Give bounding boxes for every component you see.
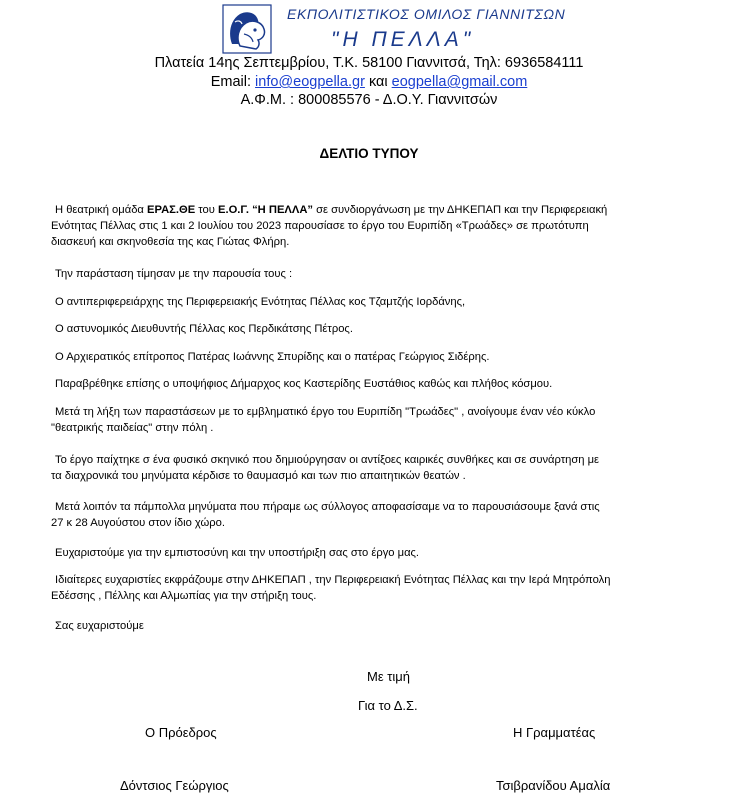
header-address: Πλατεία 14ης Σεπτεμβρίου, Τ.Κ. 58100 Γιαννιτσά, Τηλ: 6936584111	[154, 55, 584, 71]
president-name: Δόντσιος Γεώργιος	[120, 778, 229, 793]
text: σε συνδιοργάνωση με την ΔΗΚΕΠΑΠ και την Περιφερειακή	[313, 204, 608, 216]
paragraph-line: Μετά λοιπόν τα πάμπολλα μηνύματα που πήραμε ως σύλλογος αποφασίσαμε να το παρουσιάσουμε ξανά στις	[55, 501, 600, 513]
paragraph-line: Το έργο παίχτηκε σ ένα φυσικό σκηνικό που δημιούργησαν οι αντίξοες καιρικές συνθήκες και σε συνάρτηση με	[55, 454, 600, 466]
paragraph-attendee-2: Ο αστυνομικός Διευθυντής Πέλλας κος Περδικάτσης Πέτρος.	[55, 323, 353, 335]
signature-on-behalf: Για το Δ.Σ.	[358, 698, 418, 713]
header-tax-info: Α.Φ.Μ. : 800085576 - Δ.Ο.Υ. Γιαννιτσών	[240, 92, 498, 108]
paragraph-attendee-1: Ο αντιπεριφερειάρχης της Περιφερειακής Ενότητας Πέλλας κος Τζαμτζής Ιορδάνης,	[55, 296, 466, 308]
paragraph-line: Εδέσσης , Πέλλης και Αλμωπίας για την στήριξη τους.	[51, 590, 317, 602]
paragraph-thanks: Ευχαριστούμε για την εμπιστοσύνη και την υποστήριξη σας στο έργο μας.	[55, 547, 420, 559]
organization-logo-icon	[222, 4, 272, 54]
paragraph-attendee-4: Παραβρέθηκε επίσης ο υποψήφιος Δήμαρχος κος Καστερίδης Ευστάθιος καθώς και πλήθος κόσμου.	[55, 378, 553, 390]
paragraph-performance	[51, 452, 691, 484]
paragraph-line: 27 κ 28 Αυγούστου στον ίδιο χώρο.	[51, 517, 225, 529]
paragraph-closing: Σας ευχαριστούμε	[55, 620, 144, 632]
paragraph-attendees-intro: Την παράσταση τίμησαν με την παρουσία τους :	[55, 268, 293, 280]
paragraph-line: Ενότητας Πέλλας στις 1 και 2 Ιουλίου του 2023 παρουσίασε το έργο του Ευριπίδη «Τρωάδες» σε πρωτότυπη	[51, 220, 589, 232]
paragraph-line: τα διαχρονικά του μηνύματα κέρδισε το θαυμασμό και των πιο απαιτητικών θεατών .	[51, 470, 466, 482]
header-email-line	[0, 74, 738, 90]
email-link-gmail[interactable]: eogpella@gmail.com	[391, 74, 528, 90]
email-link-info[interactable]: info@eogpella.gr	[255, 74, 365, 90]
group-name: ΕΡΑΣ.ΘΕ	[147, 204, 196, 216]
paragraph-special-thanks	[51, 572, 691, 604]
organization-short-name: "Η ΠΕΛΛΑ"	[331, 28, 475, 51]
secretary-name: Τσιβρανίδου Αμαλία	[496, 778, 611, 793]
paragraph-line: διασκευή και σκηνοθεσία της κας Γιώτας Φλήρη.	[51, 236, 290, 248]
president-title: Ο Πρόεδρος	[145, 725, 217, 740]
email-label: Email:	[210, 74, 252, 90]
paragraph-line: "θεατρικής παιδείας" στην πόλη .	[51, 422, 214, 434]
paragraph-intro	[51, 202, 691, 250]
organization-ref: Ε.Ο.Γ. “Η ΠΕΛΛΑ”	[218, 204, 314, 216]
document-title: ΔΕΛΤΙΟ ΤΥΠΟΥ	[319, 146, 419, 161]
secretary-title: Η Γραμματέας	[513, 725, 596, 740]
paragraph-new-cycle	[51, 404, 691, 436]
email-joiner: και	[368, 74, 388, 90]
text: του	[195, 204, 218, 216]
text: Η θεατρική ομάδα	[55, 204, 147, 216]
organization-name: ΕΚΠΟΛΙΤΙΣΤΙΚΟΣ ΟΜΙΛΟΣ ΓΙΑΝΝΙΤΣΩΝ	[287, 6, 566, 22]
paragraph-line: Μετά τη λήξη των παραστάσεων με το εμβληματικό έργο του Ευριπίδη "Τρωάδες" , ανοίγουμε έναν νέο κύκλο	[55, 406, 596, 418]
paragraph-attendee-3: Ο Αρχιερατικός επίτροπος Πατέρας Ιωάννης Σπυρίδης και ο πατέρας Γεώργιος Σιδέρης.	[55, 351, 490, 363]
paragraph-repeat-dates	[51, 499, 691, 531]
signature-regards: Με τιμή	[367, 669, 410, 684]
paragraph-line: Ιδιαίτερες ευχαριστίες εκφράζουμε στην ΔΗΚΕΠΑΠ , την Περιφερειακή Ενότητας Πέλλας και την Ιερά Μητρόπολη	[55, 574, 611, 586]
